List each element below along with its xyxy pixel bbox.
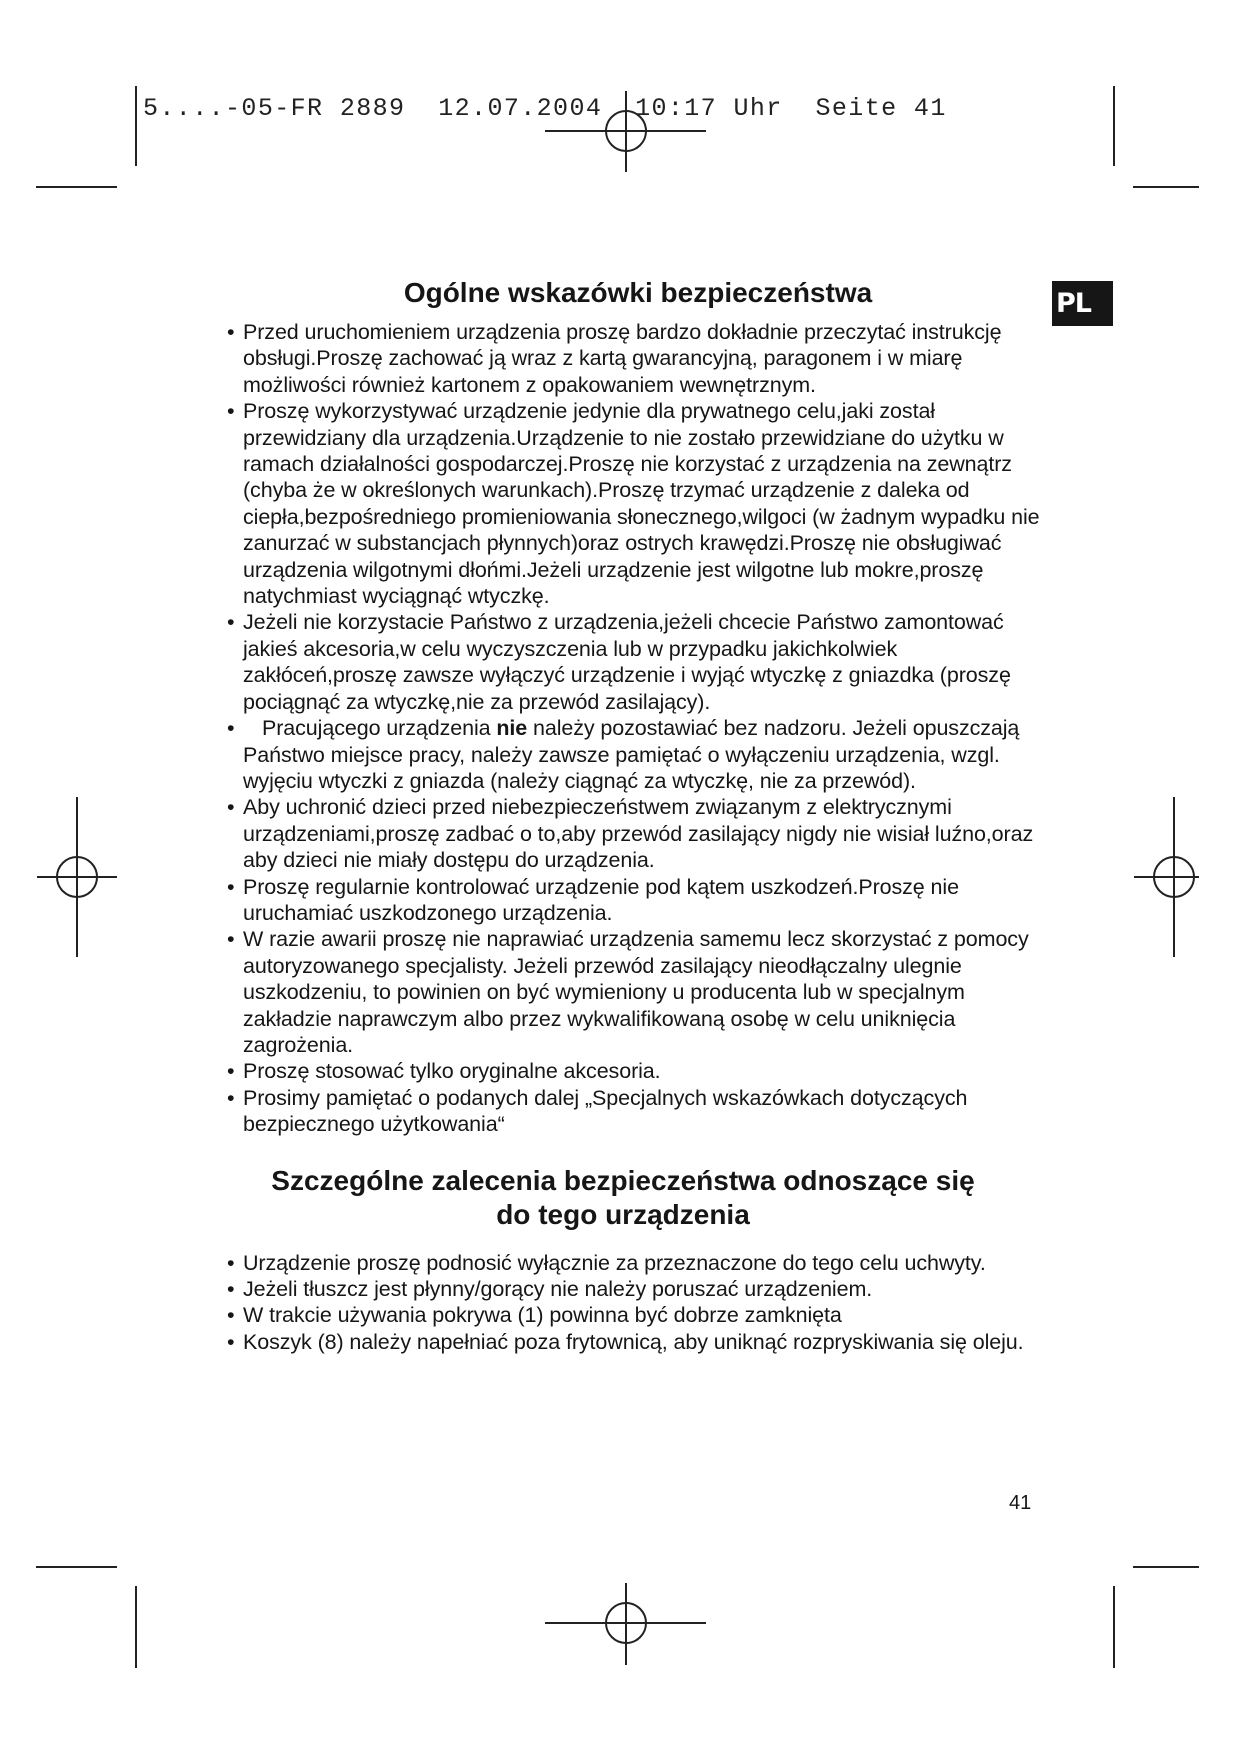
list-item-text: Prosimy pamiętać o podanych dalej „Specjalnych wskazówkach dotyczących bezpiecznego użytkowania“	[243, 1085, 968, 1137]
bullet-icon: •	[227, 1059, 235, 1084]
list-item-text: Aby uchronić dzieci przed niebezpieczeństwem związanym z elektrycznymi urządzeniami,proszę zadbać o to,aby przewód zasilający nigdy nie wisiał luźno,oraz aby dzieci nie miały dostępu do urządzenia.	[243, 795, 1034, 873]
list-item-text: W razie awarii proszę nie naprawiać urządzenia samemu lecz skorzystać z pomocy autoryzowanego specjalisty. Jeżeli przewód zasilający nieodłączalny ulegnie uszkodzeniu, to powinien on być wymieniony u producenta lub w specjalnym zakładzie naprawczym albo przez wykwalifikowaną osobę w celu uniknięcia zagrożenia.	[243, 927, 1029, 1057]
list-item	[203, 319, 1043, 398]
bullet-icon: •	[227, 795, 235, 820]
list-item-text: Proszę stosować tylko oryginalne akcesoria.	[243, 1059, 661, 1084]
specific-safety-list	[203, 1250, 1043, 1356]
page-number: 41	[1009, 1492, 1032, 1514]
list-item	[203, 926, 1043, 1058]
list-item-text: Pracującego urządzenia	[262, 716, 497, 741]
list-item-text: Koszyk (8) należy napełniać poza frytownicą, aby uniknąć rozpryskiwania się oleju.	[243, 1329, 1024, 1354]
list-item	[203, 398, 1043, 609]
bullet-icon: •	[227, 1250, 235, 1275]
bullet-icon: •	[227, 1085, 235, 1110]
bullet-icon: •	[227, 399, 235, 424]
list-item	[203, 1250, 1043, 1276]
bullet-icon: •	[227, 1329, 235, 1354]
list-item-text: Przed uruchomieniem urządzenia proszę bardzo dokładnie przeczytać instrukcję obsługi.Proszę zachować ją wraz z kartą gwarancyjną, paragonem i w miarę możliwości również kartonem z opakowaniem wewnętrznym.	[243, 320, 1002, 397]
section-title-line: do tego urządzenia	[496, 1198, 750, 1230]
registration-mark-bottom	[545, 1583, 706, 1665]
section-title-specific-safety	[203, 1164, 1043, 1232]
section-title-general-safety: Ogólne wskazówki bezpieczeństwa	[403, 277, 873, 308]
list-item	[203, 609, 1043, 715]
bullet-icon: •	[227, 1277, 235, 1301]
page-content	[203, 276, 1043, 1355]
list-item	[203, 1302, 1043, 1328]
list-item-text: Urządzenie proszę podnosić wyłącznie za przeznaczone do tego celu uchwyty.	[243, 1250, 986, 1275]
list-item	[203, 1329, 1043, 1355]
bullet-icon: •	[227, 874, 235, 899]
list-item	[203, 794, 1043, 873]
language-badge: PL	[1052, 281, 1113, 326]
list-item-text: Proszę regularnie kontrolować urządzenie pod kątem uszkodzeń.Proszę nie uruchamiać uszkodzonego urządzenia.	[243, 874, 959, 925]
list-item	[203, 1058, 1043, 1084]
section-title-line: Szczególne zalecenia bezpieczeństwa odnoszące się	[271, 1164, 975, 1196]
general-safety-list	[203, 319, 1043, 1138]
registration-mark-left	[37, 797, 117, 957]
emphasis-text: nie	[496, 716, 528, 741]
list-item-text: Proszę wykorzystywać urządzenie jedynie dla prywatnego celu,jaki został przewidziany dla urządzenia.Urządzenie to nie zostało przewidziane do użytku w ramach działalności gospodarczej.Proszę nie korzystać z urządzenia na zewnątrz (chyba że w określonych warunkach).Proszę trzymać urządzenie z daleka od ciepła,bezpośredniego promieniowania słonecznego,wilgoci (w żadnym wypadku nie zanurzać w substancjach płynnych)oraz ostrych krawędzi.Proszę nie obsługiwać urządzenia wilgotnymi dłońmi.Jeżeli urządzenie jest wilgotne lub mokre,proszę natychmiast wyciągnąć wtyczkę.	[243, 399, 1040, 609]
print-slug-header: 5....-05-FR 2889 12.07.2004 10:17 Uhr Seite 41	[143, 94, 947, 123]
list-item	[203, 874, 1043, 927]
list-item-text: należy pozostawiać bez nadzoru. Jeżeli opuszczają Państwo miejsce pracy, należy zawsze pamiętać o wyłączeniu urządzenia, wzgl. wyjęciu wtyczki z gniazda (należy ciągnąć za wtyczkę, nie za przewód).	[243, 716, 1020, 793]
bullet-icon: •	[227, 927, 235, 952]
list-item-text: Jeżeli nie korzystacie Państwo z urządzenia,jeżeli chcecie Państwo zamontować jakieś akcesoria,w celu wyczyszczenia lub w przypadku jakichkolwiek zakłóceń,proszę zawsze wyłączyć urządzenie i wyjąć wtyczkę z gniazdka (proszę pociągnąć za wtyczkę,nie za przewód zasilający).	[243, 610, 1011, 714]
list-item-text: Jeżeli tłuszcz jest płynny/gorący nie należy poruszać urządzeniem.	[243, 1277, 873, 1301]
bullet-icon: •	[227, 320, 235, 344]
list-item	[203, 715, 1043, 794]
bullet-icon: •	[227, 716, 235, 741]
bullet-icon: •	[227, 610, 235, 635]
list-item-text: W trakcie używania pokrywa (1) powinna być dobrze zamknięta	[243, 1303, 842, 1328]
list-item	[203, 1085, 1043, 1138]
list-item	[203, 1276, 1043, 1302]
registration-mark-right	[1134, 797, 1199, 957]
bullet-icon: •	[227, 1303, 235, 1328]
